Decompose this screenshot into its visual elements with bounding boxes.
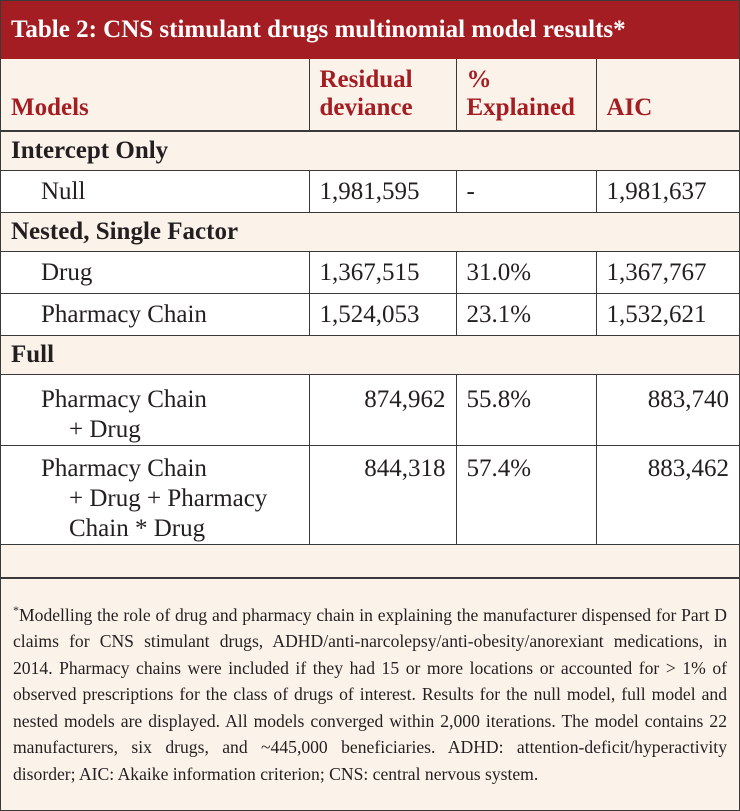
model-name-line: Pharmacy Chain — [41, 386, 207, 413]
footnote-text: Modelling the role of drug and pharmacy chain in explaining the manufacturer dispensed for Part D claims for CNS stimulant drugs, ADHD/anti-narcolepsy/anti-obesity/anorexiant medications, in 2014. Pharmacy chains were included if they had 15 or more locations or accounted for > 1% of observed prescriptions for the class of drugs of interest. Results for the null model, full model and nested models are displayed. All models converged within 2,000 iterations. The model contains 22 manufacturers, six drugs, and ~445,000 beneficiaries. ADHD: attention-deficit/hyperactivity disorder; AIC: Akaike information criterion; CNS: central nervous system. — [13, 604, 727, 784]
explained-cell: 31.0% — [456, 252, 596, 294]
model-name — [1, 171, 309, 213]
residual-deviance-cell: 1,524,053 — [309, 294, 456, 336]
explained-cell: 55.8% — [456, 375, 596, 446]
aic-cell: 1,981,637 — [596, 171, 739, 213]
aic-cell: 883,740 — [596, 375, 739, 446]
model-name-line: + Drug — [69, 416, 141, 443]
col-header-models: Models — [1, 59, 309, 131]
col-header-explained — [456, 59, 596, 131]
col-header-aic: AIC — [596, 59, 739, 131]
col-header-explained-line1: % — [466, 66, 492, 93]
section-row — [1, 131, 739, 171]
table-row — [1, 375, 739, 446]
footnote-marker: * — [13, 603, 19, 617]
table-row — [1, 252, 739, 294]
model-name-line: Pharmacy Chain — [41, 301, 207, 328]
model-name-line: Chain * Drug — [69, 515, 206, 542]
table-row — [1, 171, 739, 213]
col-header-residual-line1: Residual — [319, 66, 413, 93]
model-name-line: Pharmacy Chain — [41, 455, 207, 482]
section-label: Nested, Single Factor — [1, 213, 739, 252]
model-name — [1, 294, 309, 336]
explained-cell: 57.4% — [456, 446, 596, 545]
section-row — [1, 213, 739, 252]
header-row — [1, 59, 739, 131]
table-footnote — [1, 577, 739, 787]
residual-deviance-cell: 1,367,515 — [309, 252, 456, 294]
section-label: Full — [1, 336, 739, 375]
col-header-residual-line2: deviance — [319, 94, 413, 121]
explained-cell: - — [456, 171, 596, 213]
model-name-line: Null — [41, 178, 86, 205]
model-name — [1, 446, 309, 545]
col-header-residual-deviance — [309, 59, 456, 131]
table-title: Table 2: CNS stimulant drugs multinomial model results* — [1, 1, 739, 59]
residual-deviance-cell: 1,981,595 — [309, 171, 456, 213]
aic-cell: 1,367,767 — [596, 252, 739, 294]
section-label: Intercept Only — [1, 131, 739, 171]
explained-cell: 23.1% — [456, 294, 596, 336]
aic-cell: 883,462 — [596, 446, 739, 545]
section-row — [1, 336, 739, 375]
table-row — [1, 446, 739, 545]
results-table — [1, 59, 739, 545]
residual-deviance-cell: 874,962 — [309, 375, 456, 446]
model-name — [1, 375, 309, 446]
model-name-line: Drug — [41, 259, 93, 286]
model-name — [1, 252, 309, 294]
table-row — [1, 294, 739, 336]
residual-deviance-cell: 844,318 — [309, 446, 456, 545]
aic-cell: 1,532,621 — [596, 294, 739, 336]
model-name-line: + Drug + Pharmacy — [69, 485, 268, 512]
col-header-explained-line2: Explained — [466, 94, 575, 121]
